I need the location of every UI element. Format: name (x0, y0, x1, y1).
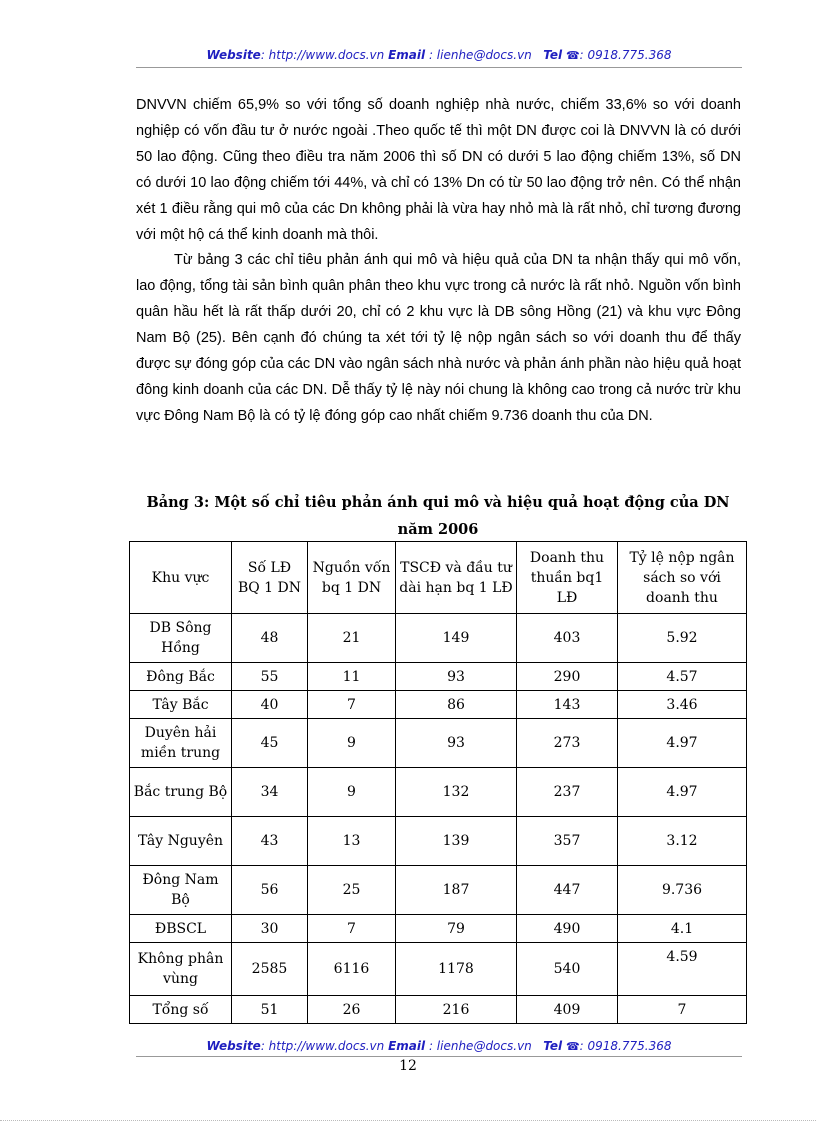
cell-value: 40 (232, 691, 308, 719)
cell-value: 26 (308, 996, 396, 1024)
cell-region: Tây Bắc (130, 691, 232, 719)
website-link[interactable]: : http://www.docs.vn (260, 1039, 385, 1053)
table-row (130, 943, 747, 996)
email-label: Email (388, 48, 426, 62)
cell-value: 9.736 (618, 866, 747, 915)
cell-value: 216 (396, 996, 517, 1024)
page-edge (0, 1120, 816, 1121)
table-row (130, 614, 747, 663)
cell-value: 7 (308, 691, 396, 719)
cell-region: Đông Bắc (130, 663, 232, 691)
header-tscd: TSCĐ và đầu tư dài hạn bq 1 LĐ (396, 542, 517, 614)
cell-value: 4.97 (618, 768, 747, 817)
header-doanh-thu: Doanh thu thuần bq1 LĐ (517, 542, 618, 614)
table-row (130, 866, 747, 915)
website-label: Website (206, 48, 261, 62)
email-label: Email (388, 1039, 426, 1053)
cell-value: 21 (308, 614, 396, 663)
cell-value: 7 (618, 996, 747, 1024)
paragraph-1: DNVVN chiếm 65,9% so với tổng số doanh nghiệp nhà nước, chiếm 33,6% so với doanh nghiệp có vốn đầu tư ở nước ngoài .Theo quốc tế thì một DN được coi là DNVVN là có dưới 50 lao động. Cũng theo điều tra năm 2006 thì số DN có dưới 5 lao động chiếm 13%, số DN có dưới 10 lao động chiếm tới 44%, và chỉ có 13% Dn có từ 50 lao động trở nên. Có thể nhận xét 1 điều rằng qui mô của các Dn không phải là vừa hay nhỏ mà là rất nhỏ, chỉ tương đương với một hộ cá thể kinh doanh mà thôi. (136, 97, 741, 243)
page-header (136, 48, 742, 62)
cell-value: 79 (396, 915, 517, 943)
cell-value: 11 (308, 663, 396, 691)
cell-region: ĐBSCL (130, 915, 232, 943)
cell-value: 30 (232, 915, 308, 943)
cell-value: 3.46 (618, 691, 747, 719)
table-header-row (130, 542, 747, 614)
cell-value: 34 (232, 768, 308, 817)
table-row (130, 719, 747, 768)
phone-icon: ☎ (565, 49, 580, 62)
tel-label: Tel (543, 48, 563, 62)
cell-value: 6116 (308, 943, 396, 996)
table-row (130, 915, 747, 943)
cell-value: 143 (517, 691, 618, 719)
table-row (130, 691, 747, 719)
cell-value: 409 (517, 996, 618, 1024)
website-label: Website (206, 1039, 261, 1053)
table-row (130, 663, 747, 691)
cell-value: 237 (517, 768, 618, 817)
cell-value: 139 (396, 817, 517, 866)
tel-label: Tel (543, 1039, 563, 1053)
cell-value: 9 (308, 719, 396, 768)
cell-value: 93 (396, 719, 517, 768)
cell-value: 540 (517, 943, 618, 996)
tel-value: : 0918.775.368 (579, 1039, 672, 1053)
cell-value: 273 (517, 719, 618, 768)
table-row (130, 996, 747, 1024)
header-so-ld: Số LĐ BQ 1 DN (232, 542, 308, 614)
cell-value: 43 (232, 817, 308, 866)
cell-value: 93 (396, 663, 517, 691)
cell-value: 51 (232, 996, 308, 1024)
cell-value: 5.92 (618, 614, 747, 663)
cell-value: 55 (232, 663, 308, 691)
cell-region: Duyên hải miền trung (130, 719, 232, 768)
cell-value: 187 (396, 866, 517, 915)
cell-value: 25 (308, 866, 396, 915)
table-row (130, 817, 747, 866)
cell-value: 7 (308, 915, 396, 943)
cell-value: 4.59 (618, 943, 747, 996)
cell-value: 2585 (232, 943, 308, 996)
table-row (130, 768, 747, 817)
footer-rule (136, 1056, 742, 1057)
cell-region: Đông Nam Bộ (130, 866, 232, 915)
header-ty-le: Tỷ lệ nộp ngân sách so với doanh thu (618, 542, 747, 614)
cell-value: 4.57 (618, 663, 747, 691)
page-number: 12 (399, 1058, 417, 1074)
website-link[interactable]: : http://www.docs.vn (260, 48, 385, 62)
cell-value: 13 (308, 817, 396, 866)
cell-region: Bắc trung Bộ (130, 768, 232, 817)
cell-value: 132 (396, 768, 517, 817)
cell-value: 56 (232, 866, 308, 915)
cell-value: 447 (517, 866, 618, 915)
phone-icon: ☎ (565, 1040, 580, 1053)
cell-value: 9 (308, 768, 396, 817)
data-table (129, 541, 747, 1024)
cell-value: 1178 (396, 943, 517, 996)
body-text (136, 93, 741, 430)
cell-value: 3.12 (618, 817, 747, 866)
cell-value: 86 (396, 691, 517, 719)
paragraph-2: Từ bảng 3 các chỉ tiêu phản ánh qui mô và hiệu quả của DN ta nhận thấy qui mô vốn, lao động, tổng tài sản bình quân phân theo khu vực trong cả nước là rất nhỏ. Nguồn vốn bình quân hầu hết là rất thấp dưới 20, chỉ có 2 khu vực là DB sông Hồng (21) và khu vực Đông Nam Bộ (25). Bên cạnh đó chúng ta xét tới tỷ lệ nộp ngân sách so với doanh thu để thấy được sự đóng góp của các DN vào ngân sách nhà nước và phản ánh phần nào hiệu quả hoạt đông kinh doanh của các DN. Dễ thấy tỷ lệ này nói chung là không cao trong cả nước trừ khu vực Đông Nam Bộ là có tỷ lệ đóng góp cao nhất chiếm 9.736 doanh thu của DN. (136, 252, 741, 424)
email-link[interactable]: : lienhe@docs.vn (425, 1039, 532, 1053)
tel-value: : 0918.775.368 (579, 48, 672, 62)
header-rule (136, 67, 742, 68)
header-nguon-von: Nguồn vốn bq 1 DN (308, 542, 396, 614)
page-footer-contact (136, 1039, 742, 1053)
cell-value: 48 (232, 614, 308, 663)
cell-value: 149 (396, 614, 517, 663)
email-link[interactable]: : lienhe@docs.vn (425, 48, 532, 62)
cell-region: DB Sông Hồng (130, 614, 232, 663)
cell-value: 290 (517, 663, 618, 691)
cell-value: 45 (232, 719, 308, 768)
cell-value: 403 (517, 614, 618, 663)
cell-region: Tổng số (130, 996, 232, 1024)
cell-value: 4.97 (618, 719, 747, 768)
header-khu-vuc: Khu vực (130, 542, 232, 614)
cell-region: Tây Nguyên (130, 817, 232, 866)
table-caption: Bảng 3: Một số chỉ tiêu phản ánh qui mô và hiệu quả hoạt động của DN năm 2006 (146, 494, 730, 538)
cell-value: 490 (517, 915, 618, 943)
cell-region: Không phân vùng (130, 943, 232, 996)
cell-value: 4.1 (618, 915, 747, 943)
cell-value: 357 (517, 817, 618, 866)
